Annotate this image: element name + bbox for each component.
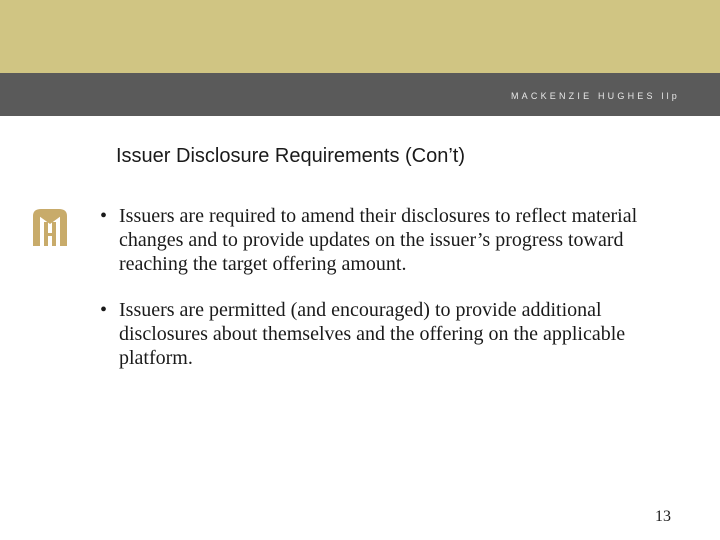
bullet-dot: • <box>100 205 108 227</box>
firm-name: MACKENZIE HUGHES llp <box>510 91 680 101</box>
slide-title: Issuer Disclosure Requirements (Con’t) <box>116 145 466 167</box>
bullet-list <box>100 204 680 392</box>
header-firm-bar <box>0 73 720 116</box>
page-number: 13 <box>655 508 671 525</box>
bullet-text: Issuers are permitted (and encouraged) to provide additional disclosures about themselves and the offering on the applicable platform. <box>119 299 626 369</box>
mackenzie-hughes-logo-icon <box>27 206 73 252</box>
bullet-item <box>100 204 680 276</box>
bullet-item <box>100 298 680 370</box>
header-gold-band <box>0 0 720 73</box>
bullet-text: Issuers are required to amend their disclosures to reflect material changes and to provide updates on the issuer’s progress toward reaching the target offering amount. <box>119 205 638 275</box>
bullet-dot: • <box>100 299 108 321</box>
